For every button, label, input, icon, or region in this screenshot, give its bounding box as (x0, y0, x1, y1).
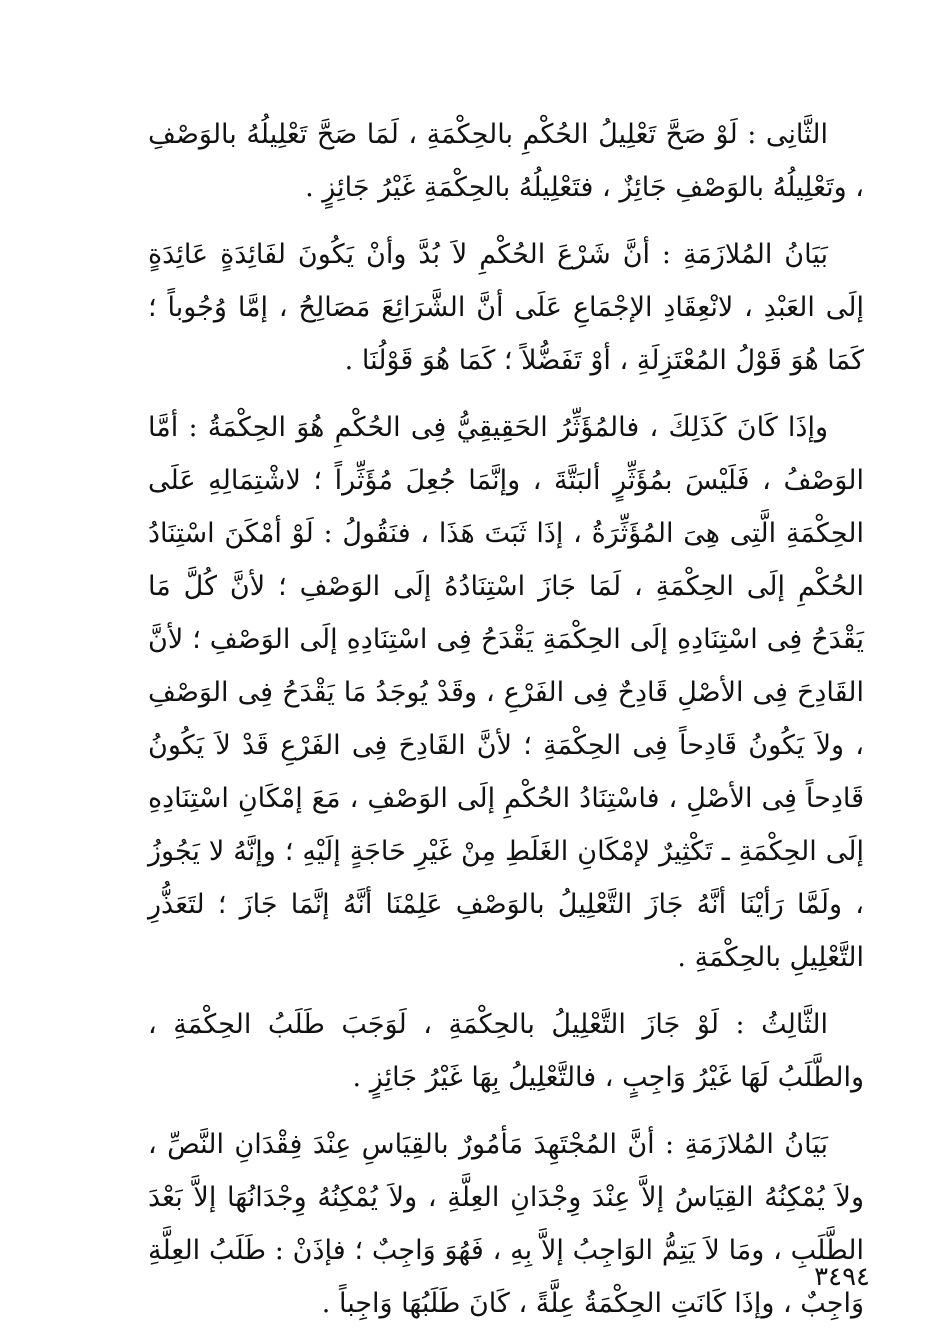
paragraph-statement-of-entailment-2: بَيَانُ المُلازَمَةِ : أنَّ المُجْتَهِدَ مَأمُورٌ بالقِيَاسِ عِنْدَ فِقْدَانِ النَّصِّ ، ولاَ يُمْكِنُهُ القِيَاسُ إلاَّ عِنْدَ وِجْدَانِ العِلَّةِ ، ولاَ يُمْكِنُهُ وِجْدَانُهَا إلاَّ بَعْدَ الطَّلَبِ ، ومَا لاَ يَتِمُّ الوَاجِبُ إلاَّ بِهِ ، فَهُوَ وَاجِبٌ ؛ فإذَنْ : طَلَبُ العِلَّةِ وَاجِبٌ ، وإذَا كَانَتِ الحِكْمَةُ عِلَّةً ، كَانَ طَلَبُهَا وَاجِباً . (148, 1129, 864, 1319)
body-text (148, 108, 864, 1344)
paragraph-third-argument: الثَّالِثُ : لَوْ جَازَ التَّعْلِيلُ بالحِكْمَةِ ، لَوَجَبَ طَلَبُ الحِكْمَةِ ، والطَّلَبُ لَهَا غَيْرُ وَاجِبٍ ، فالتَّعْلِيلُ بِهَا غَيْرُ جَائِزٍ . (148, 1009, 864, 1093)
paragraph-effective-cause: وإذَا كَانَ كَذَلِكَ ، فالمُؤَثِّرُ الحَقِيقِيُّ فِى الحُكْمِ هُوَ الحِكْمَةُ : أمَّا الوَصْفُ ، فَلَيْسَ بمُؤَثِّرٍ ألبَتَّةَ ، وإنَّمَا جُعِلَ مُؤَثِّراً ؛ لاشْتِمَالِهِ عَلَى الحِكْمَةِ الَّتِى هِىَ المُؤَثِّرَةُ ، إذَا ثَبَتَ هَذَا ، فنَقُولُ : لَوْ أمْكَنَ اسْتِنَادُ الحُكْمِ إلَى الحِكْمَةِ ، لَمَا جَازَ اسْتِنَادُهُ إلَى الوَصْفِ ؛ لأنَّ كُلَّ مَا يَقْدَحُ فِى اسْتِنَادِهِ إلَى الحِكْمَةِ يَقْدَحُ فِى اسْتِنَادِهِ إلَى الوَصْفِ ؛ لأنَّ القَادِحَ فِى الأصْلِ قَادِحٌ فِى الفَرْعِ ، وقَدْ يُوجَدُ مَا يَقْدَحُ فِى الوَصْفِ ، ولاَ يَكُونُ قَادِحاً فِى الحِكْمَةِ ؛ لأنَّ القَادِحَ فِى الفَرْعِ قَدْ لاَ يَكُونُ قَادِحاً فِى الأصْلِ ، فاسْتِنَادُ الحُكْمِ إلَى الوَصْفِ ، مَعَ إمْكَانِ اسْتِنَادِهِ إلَى الحِكْمَةِ ـ تَكْثِيرٌ لإمْكَانِ الغَلَطِ مِنْ غَيْرِ حَاجَةٍ إلَيْهِ ؛ وإنَّهُ لا يَجُوزُ ، ولَمَّا رَأيْنَا أنَّهُ جَازَ التَّعْلِيلُ بالوَصْفِ عَلِمْنَا أنَّهُ إنَّمَا جَازَ ؛ لتَعَذُّرِ التَّعْلِيلِ بالحِكْمَةِ . (148, 412, 864, 973)
page-number: ٣٤٩٤ (814, 1262, 870, 1292)
paragraph-statement-of-entailment-1: بَيَانُ المُلازَمَةِ : أنَّ شَرْعَ الحُكْمِ لاَ بُدَّ وأنْ يَكُونَ لفَائِدَةٍ عَائِدَةٍ إلَى العَبْدِ ، لانْعِقَادِ الإجْمَاعِ عَلَى أنَّ الشَّرَائِعَ مَصَالِحُ ، إمَّا وُجُوباً ؛ كَمَا هُوَ قَوْلُ المُعْتَزِلَةِ ، أوْ تَفَضُّلاً ؛ كَمَا هُوَ قَوْلُنَا . (148, 239, 864, 376)
paragraph-second-argument: الثَّانِى : لَوْ صَحَّ تَعْلِيلُ الحُكْمِ بالحِكْمَةِ ، لَمَا صَحَّ تَعْلِيلُهُ بالوَصْفِ ، وتَعْلِيلُهُ بالوَصْفِ جَائِزٌ ، فتَعْلِيلُهُ بالحِكْمَةِ غَيْرُ جَائِزٍ . (148, 119, 864, 203)
